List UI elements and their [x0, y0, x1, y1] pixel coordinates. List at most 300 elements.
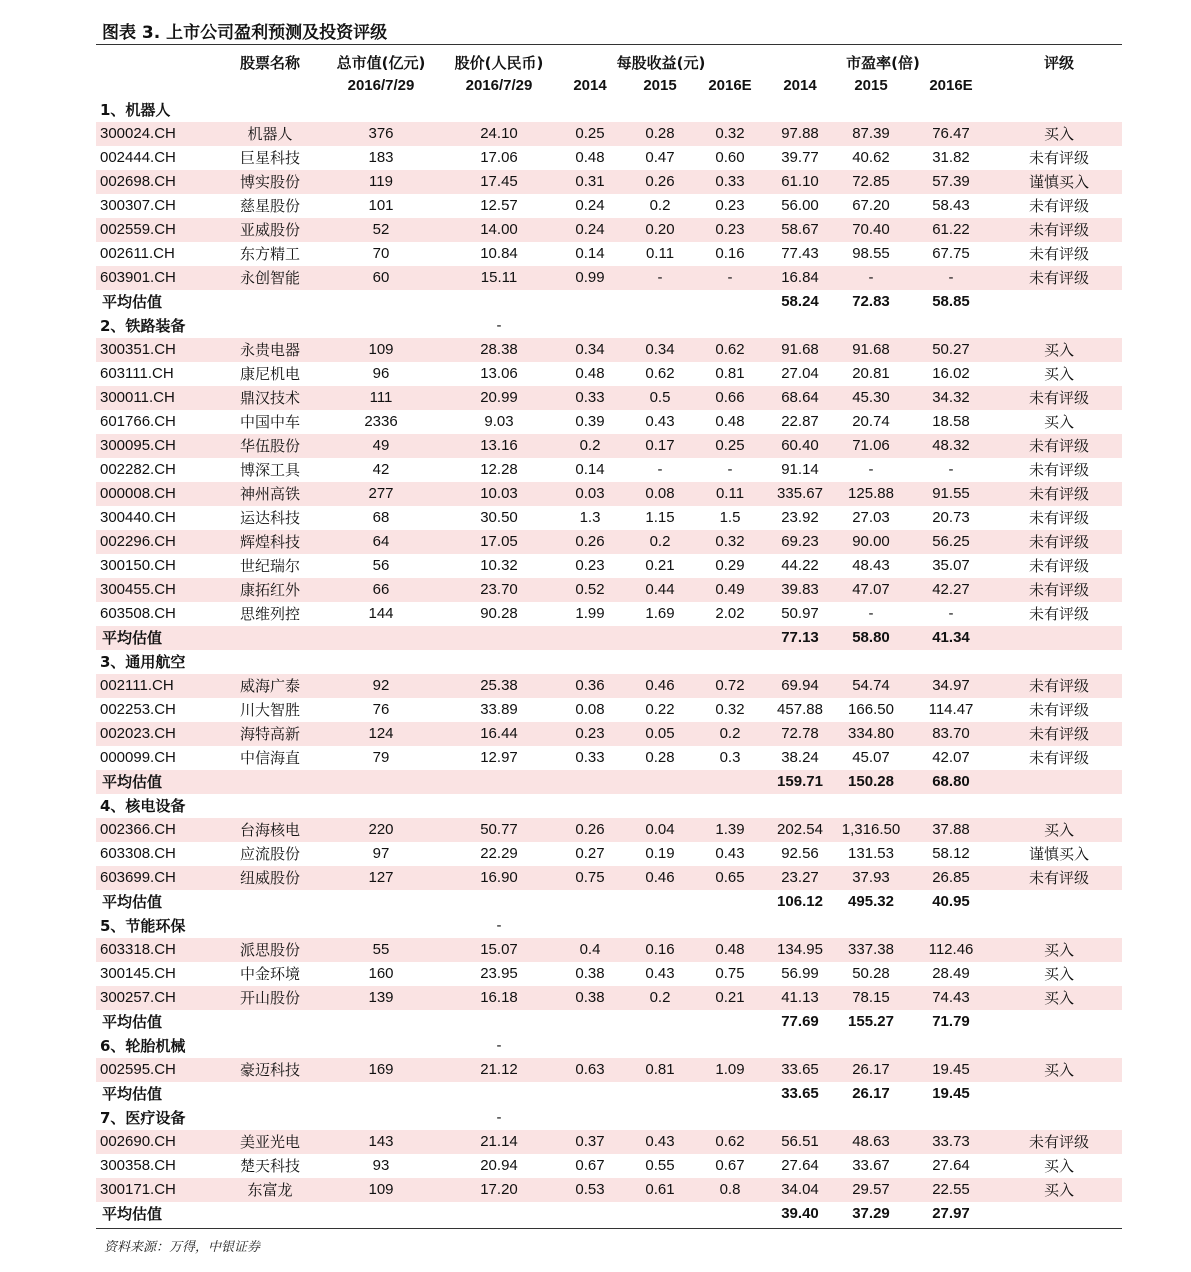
cell-pe-2016e: 28.49 — [932, 965, 970, 982]
cell-pe-2016e: - — [948, 461, 954, 478]
cell-pe-2014: 72.78 — [781, 725, 819, 742]
cell-rating: 未有评级 — [1028, 461, 1089, 479]
cell-stock-code: 300455.CH — [100, 581, 176, 598]
section-header — [96, 314, 1122, 338]
cell-stock-name: 中国中车 — [239, 413, 300, 431]
table-row — [96, 410, 1122, 434]
cell-pe-2014: 335.67 — [777, 485, 823, 502]
header-eps-2016e: 2016E — [708, 77, 752, 94]
cell-eps-2016e: 2.02 — [715, 605, 745, 622]
average-pe-2015: 495.32 — [848, 893, 894, 910]
cell-pe-2014: 41.13 — [781, 989, 819, 1006]
cell-price: 13.16 — [480, 437, 518, 454]
cell-price: 16.90 — [480, 869, 518, 886]
header-pe-2014: 2014 — [783, 77, 817, 94]
table-row — [96, 578, 1122, 602]
cell-eps-2014: 0.27 — [575, 845, 605, 862]
average-pe-2016e: 19.45 — [932, 1085, 970, 1102]
cell-pe-2016e: 91.55 — [932, 485, 970, 502]
table-row — [96, 1130, 1122, 1154]
cell-eps-2015: 0.21 — [645, 557, 675, 574]
cell-rating: 买入 — [1043, 1157, 1074, 1175]
table-row — [96, 746, 1122, 770]
cell-eps-2016e: 0.23 — [715, 221, 745, 238]
cell-price: 20.94 — [480, 1157, 518, 1174]
cell-market-cap: 93 — [372, 1157, 390, 1174]
header-eps: 每股收益(元) — [616, 54, 706, 72]
cell-pe-2015: 131.53 — [848, 845, 894, 862]
cell-stock-code: 000008.CH — [100, 485, 176, 502]
cell-pe-2016e: 19.45 — [932, 1061, 970, 1078]
header-eps-2014: 2014 — [573, 77, 607, 94]
cell-stock-code: 002559.CH — [100, 221, 176, 238]
cell-stock-name: 美亚光电 — [239, 1133, 300, 1151]
cell-eps-2015: 0.20 — [645, 221, 675, 238]
cell-pe-2015: 166.50 — [848, 701, 894, 718]
cell-eps-2015: - — [657, 269, 663, 286]
cell-market-cap: 220 — [368, 821, 394, 838]
section-title: 6、轮胎机械 — [100, 1037, 186, 1055]
cell-rating: 买入 — [1043, 941, 1074, 959]
cell-price: 23.95 — [480, 965, 518, 982]
table-row — [96, 146, 1122, 170]
top-rule — [96, 44, 1122, 45]
cell-stock-code: 603308.CH — [100, 845, 176, 862]
cell-eps-2016e: 0.48 — [715, 941, 745, 958]
section-header — [96, 1034, 1122, 1058]
cell-stock-name: 派思股份 — [239, 941, 300, 959]
cell-stock-code: 300307.CH — [100, 197, 176, 214]
cell-stock-code: 002698.CH — [100, 173, 176, 190]
cell-price: 21.14 — [480, 1133, 518, 1150]
cell-eps-2016e: 0.43 — [715, 845, 745, 862]
cell-eps-2015: 0.46 — [645, 869, 675, 886]
cell-stock-name: 华伍股份 — [239, 437, 300, 455]
average-pe-2016e: 41.34 — [932, 629, 970, 646]
cell-pe-2015: 90.00 — [852, 533, 890, 550]
cell-pe-2014: 457.88 — [777, 701, 823, 718]
cell-eps-2015: 0.04 — [645, 821, 675, 838]
cell-eps-2014: 0.14 — [575, 245, 605, 262]
cell-stock-name: 台海核电 — [239, 821, 300, 839]
cell-market-cap: 56 — [372, 557, 390, 574]
cell-eps-2014: 0.25 — [575, 125, 605, 142]
cell-eps-2015: 0.2 — [649, 533, 671, 550]
cell-rating: 买入 — [1043, 989, 1074, 1007]
cell-pe-2015: 1,316.50 — [841, 821, 901, 838]
cell-eps-2016e: 0.67 — [715, 1157, 745, 1174]
cell-pe-2014: 23.27 — [781, 869, 819, 886]
cell-eps-2016e: 0.23 — [715, 197, 745, 214]
cell-market-cap: 76 — [372, 701, 390, 718]
cell-market-cap: 101 — [368, 197, 394, 214]
average-pe-2016e: 68.80 — [932, 773, 970, 790]
cell-stock-code: 603508.CH — [100, 605, 176, 622]
cell-eps-2014: 0.37 — [575, 1133, 605, 1150]
cell-pe-2015: 98.55 — [852, 245, 890, 262]
table-row — [96, 674, 1122, 698]
cell-market-cap: 139 — [368, 989, 394, 1006]
cell-eps-2014: 0.48 — [575, 365, 605, 382]
cell-stock-name: 世纪瑞尔 — [239, 557, 300, 575]
cell-market-cap: 183 — [368, 149, 394, 166]
cell-eps-2016e: 0.60 — [715, 149, 745, 166]
cell-stock-name: 海特高新 — [239, 725, 300, 743]
header-pe: 市盈率(倍) — [846, 54, 920, 72]
cell-rating: 买入 — [1043, 365, 1074, 383]
cell-price: 10.32 — [480, 557, 518, 574]
cell-pe-2016e: 27.64 — [932, 1157, 970, 1174]
cell-pe-2014: 56.99 — [781, 965, 819, 982]
header-price: 股价(人民币) — [454, 54, 544, 72]
table-row — [96, 194, 1122, 218]
table-row — [96, 530, 1122, 554]
average-label: 平均估值 — [102, 893, 163, 911]
cell-eps-2014: 0.4 — [579, 941, 601, 958]
cell-eps-2015: 0.62 — [645, 365, 675, 382]
section-header — [96, 794, 1122, 818]
table-row — [96, 938, 1122, 962]
header-market-cap: 总市值(亿元) — [336, 54, 426, 72]
header-eps-2015: 2015 — [643, 77, 677, 94]
section-title: 5、节能环保 — [100, 917, 186, 935]
cell-stock-code: 603699.CH — [100, 869, 176, 886]
average-row — [96, 890, 1122, 914]
cell-stock-name: 开山股份 — [239, 989, 300, 1007]
cell-pe-2016e: 58.12 — [932, 845, 970, 862]
cell-market-cap: 60 — [372, 269, 390, 286]
cell-pe-2016e: 42.07 — [932, 749, 970, 766]
cell-stock-name: 永贵电器 — [239, 341, 300, 359]
cell-market-cap: 55 — [372, 941, 390, 958]
cell-eps-2014: 0.48 — [575, 149, 605, 166]
cell-pe-2016e: 34.32 — [932, 389, 970, 406]
cell-pe-2015: 48.63 — [852, 1133, 890, 1150]
cell-stock-code: 300171.CH — [100, 1181, 176, 1198]
cell-pe-2014: 56.00 — [781, 197, 819, 214]
cell-pe-2015: 45.30 — [852, 389, 890, 406]
cell-eps-2014: 0.33 — [575, 749, 605, 766]
cell-pe-2014: 97.88 — [781, 125, 819, 142]
table-body — [96, 98, 1122, 1226]
cell-eps-2014: 1.3 — [579, 509, 601, 526]
average-pe-2016e: 27.97 — [932, 1205, 970, 1222]
cell-eps-2014: 0.26 — [575, 821, 605, 838]
cell-pe-2015: 20.81 — [852, 365, 890, 382]
cell-price: 90.28 — [480, 605, 518, 622]
cell-eps-2016e: - — [727, 269, 733, 286]
cell-stock-code: 300011.CH — [100, 389, 175, 406]
cell-eps-2015: 0.43 — [645, 1133, 675, 1150]
cell-pe-2016e: 18.58 — [932, 413, 970, 430]
cell-rating: 未有评级 — [1028, 533, 1089, 551]
cell-market-cap: 109 — [368, 1181, 394, 1198]
section-title: 4、核电设备 — [100, 797, 186, 815]
cell-pe-2016e: 22.55 — [932, 1181, 970, 1198]
cell-pe-2016e: 76.47 — [932, 125, 970, 142]
cell-eps-2014: 0.67 — [575, 1157, 605, 1174]
table-row — [96, 722, 1122, 746]
cell-pe-2015: 125.88 — [848, 485, 894, 502]
cell-eps-2016e: 0.11 — [715, 485, 745, 502]
cell-pe-2015: 337.38 — [848, 941, 894, 958]
cell-eps-2016e: 0.49 — [715, 581, 745, 598]
cell-price: 12.57 — [480, 197, 518, 214]
section-title: 2、铁路装备 — [100, 317, 186, 335]
cell-stock-code: 300351.CH — [100, 341, 176, 358]
table-row — [96, 458, 1122, 482]
cell-market-cap: 66 — [372, 581, 390, 598]
cell-pe-2014: 38.24 — [781, 749, 819, 766]
cell-eps-2015: 0.22 — [645, 701, 675, 718]
cell-stock-code: 300145.CH — [100, 965, 176, 982]
header-pe-2015: 2015 — [854, 77, 888, 94]
cell-pe-2015: 27.03 — [852, 509, 890, 526]
cell-pe-2016e: 112.46 — [928, 941, 974, 958]
average-pe-2015: 37.29 — [852, 1205, 890, 1222]
cell-eps-2015: 0.47 — [645, 149, 675, 166]
cell-pe-2014: 16.84 — [781, 269, 819, 286]
cell-stock-name: 博深工具 — [239, 461, 300, 479]
header-stock-name: 股票名称 — [239, 54, 300, 72]
cell-price: 25.38 — [480, 677, 518, 694]
section-dash: - — [496, 317, 502, 334]
header-price-date: 2016/7/29 — [465, 77, 533, 94]
cell-eps-2016e: 0.32 — [715, 701, 745, 718]
cell-eps-2016e: 0.33 — [715, 173, 745, 190]
cell-price: 10.84 — [480, 245, 518, 262]
cell-pe-2014: 39.83 — [781, 581, 819, 598]
cell-rating: 买入 — [1043, 965, 1074, 983]
cell-eps-2016e: 0.62 — [715, 1133, 745, 1150]
cell-eps-2015: 0.43 — [645, 413, 675, 430]
cell-rating: 未有评级 — [1028, 149, 1089, 167]
table-row — [96, 1154, 1122, 1178]
table-row — [96, 122, 1122, 146]
cell-stock-code: 002111.CH — [100, 677, 174, 694]
cell-price: 24.10 — [480, 125, 518, 142]
cell-eps-2014: 1.99 — [575, 605, 605, 622]
cell-pe-2014: 91.14 — [781, 461, 819, 478]
cell-pe-2014: 202.54 — [777, 821, 823, 838]
cell-market-cap: 109 — [368, 341, 394, 358]
cell-stock-code: 300358.CH — [100, 1157, 176, 1174]
table-row — [96, 602, 1122, 626]
cell-rating: 未有评级 — [1028, 1133, 1089, 1151]
cell-eps-2015: - — [657, 461, 663, 478]
table-row — [96, 1178, 1122, 1202]
cell-market-cap: 169 — [368, 1061, 394, 1078]
cell-stock-code: 002690.CH — [100, 1133, 176, 1150]
cell-pe-2015: 37.93 — [852, 869, 890, 886]
cell-eps-2014: 0.34 — [575, 341, 605, 358]
cell-eps-2015: 0.08 — [645, 485, 675, 502]
cell-eps-2014: 0.14 — [575, 461, 605, 478]
cell-pe-2015: 71.06 — [852, 437, 890, 454]
cell-eps-2016e: 1.39 — [715, 821, 745, 838]
cell-price: 23.70 — [480, 581, 518, 598]
table-row — [96, 482, 1122, 506]
average-pe-2014: 58.24 — [781, 293, 819, 310]
cell-rating: 未有评级 — [1028, 221, 1089, 239]
cell-stock-code: 002444.CH — [100, 149, 176, 166]
cell-rating: 未有评级 — [1028, 869, 1089, 887]
cell-market-cap: 64 — [372, 533, 390, 550]
cell-rating: 未有评级 — [1028, 581, 1089, 599]
cell-eps-2015: 0.55 — [645, 1157, 675, 1174]
cell-price: 17.20 — [480, 1181, 518, 1198]
cell-stock-code: 603901.CH — [100, 269, 176, 286]
table-row — [96, 866, 1122, 890]
cell-stock-code: 002611.CH — [100, 245, 175, 262]
average-pe-2014: 159.71 — [777, 773, 823, 790]
cell-eps-2015: 0.05 — [645, 725, 675, 742]
average-label: 平均估值 — [102, 773, 163, 791]
cell-stock-name: 康拓红外 — [239, 581, 300, 599]
cell-eps-2016e: 0.48 — [715, 413, 745, 430]
cell-stock-name: 威海广泰 — [239, 677, 300, 695]
table-row — [96, 338, 1122, 362]
cell-eps-2014: 0.75 — [575, 869, 605, 886]
cell-eps-2014: 0.2 — [579, 437, 601, 454]
cell-stock-name: 鼎汉技术 — [239, 389, 300, 407]
cell-stock-code: 300257.CH — [100, 989, 176, 1006]
cell-pe-2016e: 26.85 — [932, 869, 970, 886]
cell-pe-2014: 68.64 — [781, 389, 819, 406]
average-pe-2016e: 71.79 — [932, 1013, 970, 1030]
cell-pe-2016e: 37.88 — [932, 821, 970, 838]
table-row — [96, 1058, 1122, 1082]
table-row — [96, 554, 1122, 578]
cell-market-cap: 124 — [368, 725, 394, 742]
cell-pe-2015: 334.80 — [848, 725, 894, 742]
cell-eps-2016e: 0.16 — [715, 245, 745, 262]
table-row — [96, 218, 1122, 242]
average-pe-2016e: 58.85 — [932, 293, 970, 310]
cell-pe-2016e: 42.27 — [932, 581, 970, 598]
cell-price: 20.99 — [480, 389, 518, 406]
cell-eps-2016e: 0.25 — [715, 437, 745, 454]
average-pe-2015: 150.28 — [848, 773, 894, 790]
cell-pe-2014: 69.94 — [781, 677, 819, 694]
cell-pe-2016e: 48.32 — [932, 437, 970, 454]
cell-rating: 未有评级 — [1028, 557, 1089, 575]
cell-pe-2016e: 34.97 — [932, 677, 970, 694]
cell-rating: 未有评级 — [1028, 725, 1089, 743]
average-pe-2014: 77.69 — [781, 1013, 819, 1030]
cell-price: 10.03 — [480, 485, 518, 502]
average-pe-2014: 39.40 — [781, 1205, 819, 1222]
average-pe-2015: 72.83 — [852, 293, 890, 310]
cell-pe-2014: 39.77 — [781, 149, 819, 166]
cell-pe-2016e: 31.82 — [932, 149, 970, 166]
cell-rating: 买入 — [1043, 341, 1074, 359]
cell-pe-2016e: 20.73 — [932, 509, 970, 526]
cell-stock-code: 002296.CH — [100, 533, 176, 550]
cell-eps-2015: 0.17 — [645, 437, 675, 454]
cell-eps-2015: 0.19 — [645, 845, 675, 862]
average-label: 平均估值 — [102, 1205, 163, 1223]
cell-price: 30.50 — [480, 509, 518, 526]
cell-price: 22.29 — [480, 845, 518, 862]
cell-stock-name: 中金环境 — [239, 965, 300, 983]
average-row — [96, 1010, 1122, 1034]
table-row — [96, 266, 1122, 290]
cell-stock-name: 应流股份 — [239, 845, 300, 863]
cell-eps-2014: 0.24 — [575, 197, 605, 214]
cell-rating: 未有评级 — [1028, 605, 1089, 623]
cell-market-cap: 2336 — [364, 413, 398, 430]
average-label: 平均估值 — [102, 293, 163, 311]
cell-pe-2015: 29.57 — [852, 1181, 890, 1198]
cell-eps-2015: 0.26 — [645, 173, 675, 190]
cell-pe-2016e: 50.27 — [932, 341, 970, 358]
cell-stock-code: 002023.CH — [100, 725, 176, 742]
cell-rating: 未有评级 — [1028, 677, 1089, 695]
cell-market-cap: 92 — [372, 677, 390, 694]
section-title: 3、通用航空 — [100, 653, 186, 671]
cell-market-cap: 70 — [372, 245, 390, 262]
table-header — [96, 50, 1122, 98]
cell-price: 17.06 — [480, 149, 518, 166]
average-pe-2014: 106.12 — [777, 893, 823, 910]
cell-market-cap: 144 — [368, 605, 394, 622]
cell-rating: 买入 — [1043, 413, 1074, 431]
cell-rating: 未有评级 — [1028, 437, 1089, 455]
cell-eps-2016e: 0.72 — [715, 677, 745, 694]
cell-rating: 未有评级 — [1028, 197, 1089, 215]
cell-pe-2016e: - — [948, 605, 954, 622]
average-row — [96, 1202, 1122, 1226]
cell-eps-2016e: 0.29 — [715, 557, 745, 574]
cell-rating: 未有评级 — [1028, 701, 1089, 719]
cell-pe-2014: 27.64 — [781, 1157, 819, 1174]
cell-pe-2015: 47.07 — [852, 581, 890, 598]
header-market-cap-date: 2016/7/29 — [347, 77, 415, 94]
cell-price: 33.89 — [480, 701, 518, 718]
cell-pe-2016e: 83.70 — [932, 725, 970, 742]
cell-eps-2015: 0.2 — [649, 197, 671, 214]
average-label: 平均估值 — [102, 1013, 163, 1031]
cell-market-cap: 127 — [368, 869, 394, 886]
cell-rating: 谨慎买入 — [1028, 845, 1089, 863]
cell-market-cap: 79 — [372, 749, 390, 766]
cell-stock-name: 亚威股份 — [239, 221, 300, 239]
cell-eps-2014: 0.53 — [575, 1181, 605, 1198]
cell-stock-name: 辉煌科技 — [239, 533, 300, 551]
cell-eps-2016e: 0.8 — [719, 1181, 741, 1198]
cell-market-cap: 160 — [368, 965, 394, 982]
cell-eps-2016e: 0.75 — [715, 965, 745, 982]
cell-eps-2015: 0.16 — [645, 941, 675, 958]
section-header — [96, 914, 1122, 938]
cell-pe-2014: 61.10 — [781, 173, 819, 190]
table-row — [96, 818, 1122, 842]
cell-rating: 未有评级 — [1028, 509, 1089, 527]
cell-rating: 未有评级 — [1028, 389, 1089, 407]
cell-price: 12.97 — [480, 749, 518, 766]
cell-eps-2014: 0.38 — [575, 965, 605, 982]
cell-price: 13.06 — [480, 365, 518, 382]
cell-pe-2015: 87.39 — [852, 125, 890, 142]
cell-eps-2015: 0.61 — [645, 1181, 675, 1198]
average-pe-2014: 77.13 — [781, 629, 819, 646]
cell-rating: 买入 — [1043, 125, 1074, 143]
cell-pe-2014: 92.56 — [781, 845, 819, 862]
cell-pe-2016e: 74.43 — [932, 989, 970, 1006]
cell-pe-2015: 40.62 — [852, 149, 890, 166]
cell-stock-name: 神州高铁 — [239, 485, 300, 503]
